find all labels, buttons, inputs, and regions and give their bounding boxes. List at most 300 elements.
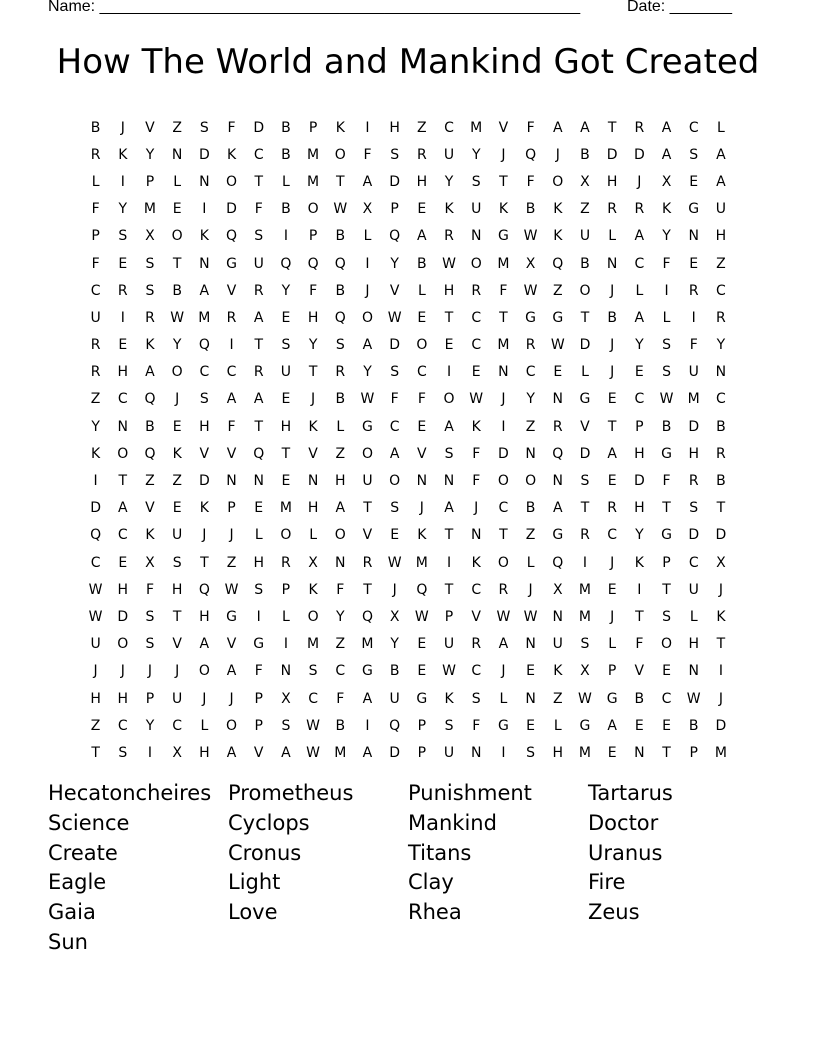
word-list-item: Cyclops: [228, 810, 310, 835]
grid-letter: S: [145, 282, 155, 299]
grid-letter: S: [118, 744, 128, 761]
grid-letter: R: [253, 364, 264, 381]
grid-letter: J: [637, 173, 642, 190]
grid-letter: I: [229, 337, 234, 354]
grid-letter: R: [117, 282, 128, 299]
grid-letter: H: [280, 418, 292, 435]
grid-letter: A: [580, 119, 590, 136]
grid-letter: V: [226, 445, 237, 462]
grid-row: [82, 658, 742, 685]
grid-letter: S: [145, 636, 155, 653]
grid-letter: U: [90, 636, 101, 653]
grid-letter: T: [363, 500, 372, 517]
grid-letter: X: [552, 581, 563, 598]
grid-letter: Y: [635, 527, 644, 544]
grid-letter: K: [226, 146, 237, 163]
grid-letter: D: [715, 717, 727, 734]
grid-letter: J: [474, 500, 479, 517]
grid-letter: Y: [662, 228, 671, 245]
grid-letter: J: [175, 663, 180, 680]
header: [48, 0, 748, 20]
grid-letter: C: [117, 391, 128, 408]
grid-letter: K: [308, 418, 318, 435]
grid-letter: J: [120, 119, 125, 136]
grid-letter: L: [200, 717, 209, 734]
grid-letter: P: [662, 554, 671, 571]
grid-letter: G: [552, 527, 564, 544]
grid-letter: F: [363, 146, 372, 163]
grid-letter: P: [635, 418, 644, 435]
grid-letter: H: [307, 309, 319, 326]
grid-letter: H: [688, 636, 699, 653]
grid-row: [82, 739, 742, 766]
grid-letter: O: [307, 201, 319, 218]
grid-letter: E: [417, 636, 427, 653]
grid-letter: N: [470, 228, 482, 245]
grid-letter: I: [283, 228, 288, 245]
grid-letter: N: [552, 608, 564, 625]
grid-letter: O: [470, 255, 482, 272]
grid-letter: Q: [525, 146, 537, 163]
grid-letter: H: [443, 282, 455, 299]
grid-letter: A: [607, 717, 617, 734]
grid-letter: J: [202, 527, 207, 544]
grid-letter: C: [607, 527, 618, 544]
grid-letter: U: [253, 255, 264, 272]
grid-letter: V: [145, 119, 155, 136]
grid-letter: P: [308, 119, 318, 136]
grid-letter: S: [335, 337, 345, 354]
grid-letter: Y: [716, 337, 726, 354]
grid-letter: R: [281, 554, 291, 571]
grid-letter: A: [661, 119, 672, 136]
grid-row: [82, 440, 742, 467]
grid-letter: E: [281, 391, 291, 408]
grid-letter: E: [118, 554, 128, 571]
grid-row: [82, 576, 742, 603]
page-title: How The World and Mankind Got Created: [56, 42, 760, 82]
grid-letter: Z: [580, 201, 590, 218]
grid-letter: D: [198, 473, 210, 490]
grid-letter: V: [580, 418, 590, 435]
grid-letter: F: [390, 391, 399, 408]
grid-letter: Y: [281, 282, 291, 299]
grid-letter: I: [93, 473, 98, 490]
grid-letter: F: [227, 418, 236, 435]
grid-letter: T: [91, 744, 100, 761]
grid-letter: H: [715, 228, 727, 245]
grid-letter: P: [227, 500, 236, 517]
grid-letter: D: [253, 119, 265, 136]
grid-letter: B: [389, 663, 400, 680]
grid-letter: A: [634, 309, 645, 326]
word-list-item: Create: [48, 840, 118, 865]
grid-letter: P: [145, 690, 155, 707]
grid-letter: C: [444, 119, 454, 136]
grid-letter: B: [335, 282, 346, 299]
grid-letter: V: [389, 282, 400, 299]
grid-letter: Y: [118, 201, 128, 218]
grid-letter: B: [634, 690, 645, 707]
grid-letter: M: [198, 309, 211, 326]
grid-letter: B: [417, 255, 427, 272]
grid-letter: L: [526, 554, 535, 571]
grid-letter: E: [526, 717, 536, 734]
grid-letter: L: [363, 228, 372, 245]
grid-letter: P: [145, 173, 155, 190]
grid-letter: U: [172, 527, 183, 544]
grid-letter: X: [661, 173, 672, 190]
grid-letter: M: [361, 636, 374, 653]
word-search-grid: [82, 114, 742, 767]
grid-letter: O: [552, 173, 564, 190]
grid-letter: Z: [335, 445, 346, 462]
grid-letter: R: [226, 309, 237, 326]
grid-letter: S: [118, 228, 128, 245]
grid-letter: E: [172, 500, 182, 517]
word-list-item: Punishment: [408, 781, 532, 805]
grid-letter: N: [525, 636, 536, 653]
grid-letter: N: [335, 554, 346, 571]
grid-letter: U: [688, 364, 699, 381]
word-list-item: Mankind: [408, 810, 497, 835]
word-list-item: Titans: [408, 840, 472, 865]
grid-letter: F: [526, 173, 535, 190]
grid-letter: C: [416, 364, 427, 381]
grid-letter: R: [634, 119, 645, 136]
word-list-item: Doctor: [588, 810, 659, 835]
grid-letter: H: [634, 500, 645, 517]
grid-row: [82, 250, 742, 277]
grid-letter: D: [389, 173, 401, 190]
grid-letter: V: [417, 445, 427, 462]
grid-letter: M: [143, 201, 157, 218]
grid-letter: O: [661, 636, 673, 653]
grid-letter: H: [389, 119, 400, 136]
grid-letter: G: [497, 228, 509, 245]
grid-letter: W: [469, 391, 484, 408]
grid-letter: D: [688, 527, 700, 544]
grid-letter: Q: [307, 255, 319, 272]
grid-letter: G: [226, 255, 237, 272]
grid-letter: E: [417, 309, 427, 326]
grid-letter: O: [361, 309, 373, 326]
grid-letter: I: [664, 282, 669, 299]
grid-letter: N: [715, 364, 727, 381]
grid-letter: K: [308, 581, 318, 598]
grid-row: [82, 141, 742, 168]
grid-letter: D: [498, 445, 509, 462]
grid-letter: P: [308, 228, 318, 245]
grid-letter: O: [307, 608, 319, 625]
grid-letter: W: [442, 663, 456, 680]
grid-letter: S: [662, 337, 671, 354]
grid-letter: R: [688, 282, 699, 299]
grid-letter: H: [416, 173, 428, 190]
grid-letter: S: [444, 717, 454, 734]
grid-letter: R: [253, 282, 264, 299]
grid-letter: E: [172, 418, 182, 435]
grid-letter: B: [281, 201, 291, 218]
grid-letter: F: [472, 473, 481, 490]
grid-letter: E: [471, 364, 481, 381]
grid-letter: T: [499, 309, 508, 326]
grid-letter: I: [718, 663, 723, 680]
grid-letter: J: [392, 581, 397, 598]
grid-letter: S: [662, 608, 671, 625]
grid-letter: A: [661, 146, 672, 163]
grid-letter: V: [226, 636, 237, 653]
grid-letter: F: [662, 473, 671, 490]
grid-letter: R: [607, 500, 618, 517]
grid-letter: E: [417, 663, 427, 680]
grid-letter: K: [553, 228, 563, 245]
grid-row: [82, 386, 742, 413]
grid-letter: L: [635, 282, 644, 299]
grid-letter: S: [444, 445, 454, 462]
grid-letter: Y: [526, 391, 535, 408]
grid-letter: H: [634, 445, 645, 462]
grid-letter: N: [199, 173, 210, 190]
grid-letter: J: [202, 690, 207, 707]
grid-letter: U: [471, 201, 482, 218]
grid-letter: G: [579, 391, 591, 408]
grid-row: [82, 277, 742, 304]
grid-letter: X: [580, 173, 590, 190]
grid-letter: K: [716, 608, 726, 625]
grid-row: [82, 359, 742, 386]
word-list-item: Love: [228, 900, 278, 925]
grid-letter: S: [308, 663, 318, 680]
grid-letter: F: [254, 201, 263, 218]
grid-letter: A: [552, 500, 563, 517]
grid-letter: R: [362, 554, 373, 571]
grid-letter: X: [362, 201, 373, 218]
grid-letter: M: [714, 744, 727, 761]
grid-letter: L: [282, 608, 290, 625]
grid-letter: O: [171, 228, 183, 245]
grid-letter: Q: [226, 228, 238, 245]
grid-letter: T: [580, 500, 590, 517]
grid-letter: U: [389, 690, 400, 707]
grid-letter: L: [499, 690, 508, 707]
grid-row: [82, 603, 742, 630]
grid-letter: G: [362, 663, 373, 680]
grid-letter: H: [117, 364, 129, 381]
grid-letter: A: [226, 663, 237, 680]
grid-letter: D: [198, 146, 210, 163]
grid-letter: R: [607, 201, 618, 218]
grid-letter: T: [444, 527, 454, 544]
grid-letter: S: [199, 119, 209, 136]
grid-letter: G: [606, 690, 618, 707]
grid-letter: N: [525, 445, 536, 462]
grid-letter: B: [335, 391, 346, 408]
grid-letter: K: [91, 445, 101, 462]
grid-letter: T: [200, 554, 209, 571]
grid-letter: W: [523, 228, 538, 245]
grid-letter: A: [145, 364, 155, 381]
grid-letter: A: [226, 744, 237, 761]
grid-letter: Q: [552, 445, 564, 462]
grid-letter: Y: [91, 418, 100, 435]
grid-letter: D: [389, 337, 401, 354]
grid-letter: S: [390, 146, 400, 163]
grid-letter: N: [443, 473, 455, 490]
grid-letter: V: [362, 527, 373, 544]
grid-letter: C: [716, 282, 726, 299]
grid-letter: K: [471, 418, 481, 435]
grid-letter: S: [689, 146, 699, 163]
word-list-item: Zeus: [588, 900, 640, 925]
grid-letter: Z: [552, 690, 563, 707]
grid-letter: Y: [145, 717, 155, 734]
grid-letter: S: [526, 744, 536, 761]
grid-letter: J: [147, 663, 153, 680]
grid-letter: L: [173, 173, 182, 190]
grid-letter: J: [610, 337, 615, 354]
word-list-item: Eagle: [48, 870, 107, 895]
grid-letter: G: [497, 717, 509, 734]
grid-letter: U: [579, 228, 591, 245]
grid-letter: Q: [389, 717, 401, 734]
grid-letter: S: [281, 337, 291, 354]
grid-letter: E: [607, 473, 617, 490]
grid-letter: L: [608, 228, 617, 245]
grid-letter: F: [336, 690, 345, 707]
grid-row: [82, 304, 742, 331]
grid-letter: L: [689, 608, 698, 625]
word-list-item: Tartarus: [588, 781, 673, 805]
grid-letter: D: [715, 527, 727, 544]
grid-letter: W: [686, 690, 701, 707]
grid-letter: Q: [334, 255, 346, 272]
grid-letter: W: [523, 608, 538, 625]
grid-letter: Z: [716, 255, 726, 272]
grid-letter: W: [387, 554, 402, 571]
grid-letter: F: [472, 717, 481, 734]
grid-letter: M: [578, 744, 592, 761]
grid-letter: K: [199, 500, 209, 517]
grid-letter: T: [499, 527, 508, 544]
grid-letter: O: [226, 173, 238, 190]
grid-letter: E: [118, 337, 128, 354]
grid-letter: L: [417, 282, 426, 299]
grid-letter: J: [718, 690, 723, 707]
grid-letter: C: [117, 717, 128, 734]
grid-letter: I: [446, 364, 452, 381]
grid-letter: W: [88, 608, 103, 625]
word-list: [48, 779, 768, 958]
grid-letter: L: [608, 636, 617, 653]
grid-letter: O: [171, 364, 183, 381]
grid-letter: I: [446, 554, 452, 571]
grid-letter: A: [199, 282, 210, 299]
grid-letter: L: [662, 309, 671, 326]
grid-letter: I: [501, 744, 506, 761]
grid-letter: W: [578, 690, 592, 707]
grid-letter: H: [307, 500, 319, 517]
grid-letter: O: [579, 282, 591, 299]
grid-letter: F: [472, 445, 481, 462]
grid-letter: J: [555, 146, 560, 163]
grid-letter: E: [634, 364, 644, 381]
grid-letter: D: [688, 418, 700, 435]
grid-letter: B: [281, 119, 291, 136]
grid-letter: U: [443, 146, 455, 163]
grid-letter: Q: [198, 337, 210, 354]
grid-letter: K: [145, 527, 155, 544]
grid-letter: S: [254, 581, 264, 598]
grid-letter: Z: [525, 418, 536, 435]
grid-letter: P: [254, 690, 263, 707]
grid-letter: O: [443, 391, 455, 408]
grid-letter: Q: [144, 391, 156, 408]
grid-letter: V: [471, 608, 481, 625]
grid-letter: L: [254, 527, 263, 544]
grid-letter: B: [580, 255, 590, 272]
grid-letter: H: [552, 744, 564, 761]
grid-letter: P: [254, 717, 263, 734]
grid-letter: H: [606, 173, 618, 190]
grid-letter: S: [471, 690, 481, 707]
grid-letter: K: [553, 201, 563, 218]
grid-letter: G: [661, 527, 672, 544]
grid-letter: T: [254, 418, 263, 435]
grid-letter: F: [91, 255, 100, 272]
grid-letter: T: [580, 309, 590, 326]
grid-letter: R: [525, 337, 536, 354]
grid-letter: D: [579, 445, 591, 462]
grid-letter: T: [662, 744, 671, 761]
grid-letter: Y: [444, 173, 454, 190]
grid-letter: B: [90, 119, 101, 136]
grid-letter: M: [307, 636, 320, 653]
grid-letter: X: [308, 554, 318, 571]
grid-letter: T: [499, 173, 508, 190]
grid-letter: C: [688, 119, 699, 136]
grid-letter: C: [471, 663, 482, 680]
grid-letter: Q: [552, 554, 564, 571]
grid-letter: A: [716, 173, 726, 190]
grid-letter: F: [526, 119, 535, 136]
grid-letter: I: [147, 744, 153, 761]
grid-letter: T: [607, 418, 617, 435]
grid-letter: B: [525, 500, 536, 517]
grid-letter: Q: [198, 581, 210, 598]
grid-letter: E: [526, 663, 536, 680]
grid-letter: A: [552, 119, 563, 136]
grid-letter: C: [471, 309, 482, 326]
grid-letter: A: [117, 500, 128, 517]
grid-letter: J: [419, 500, 424, 517]
grid-letter: I: [637, 581, 642, 598]
grid-letter: I: [691, 309, 696, 326]
grid-letter: Y: [471, 146, 481, 163]
name-field-label: Name: ______________________________________________________: [48, 0, 581, 15]
grid-letter: O: [226, 717, 238, 734]
grid-letter: N: [280, 663, 292, 680]
grid-letter: N: [688, 663, 699, 680]
grid-letter: I: [365, 119, 370, 136]
grid-letter: C: [253, 146, 264, 163]
grid-letter: V: [253, 744, 264, 761]
grid-letter: L: [581, 364, 589, 381]
grid-letter: Y: [172, 337, 182, 354]
grid-letter: D: [389, 744, 401, 761]
grid-letter: B: [661, 418, 672, 435]
grid-row: [82, 495, 742, 522]
